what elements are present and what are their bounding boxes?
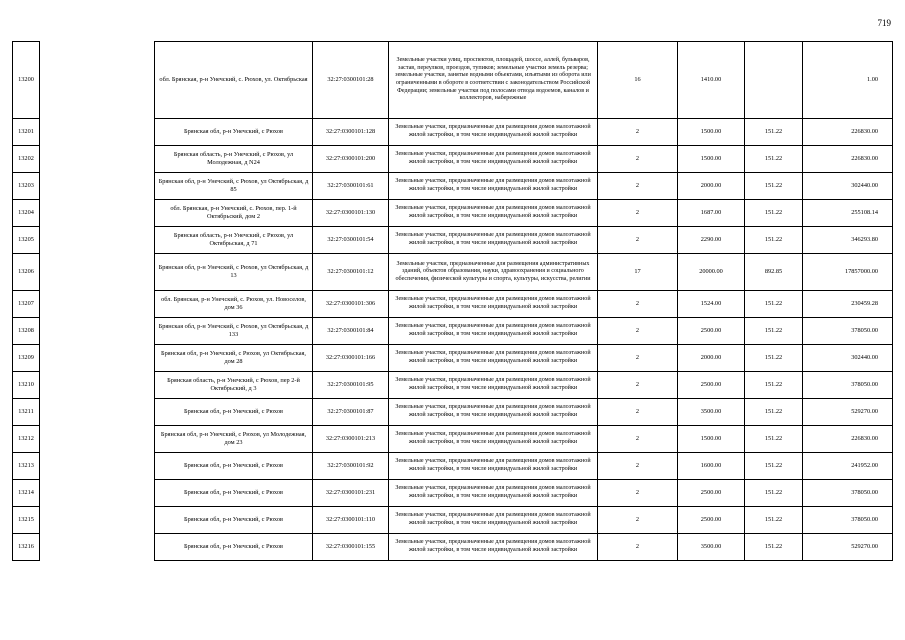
cell-row-number: 13207 <box>13 291 40 318</box>
cell-cadastral-value: 17857000.00 <box>803 254 893 291</box>
cell-address: Брянская область, р-н Унечский, с Рюхов, пер 2-й Октябрьский, д 3 <box>155 372 313 399</box>
cell-address: обл. Брянская, р-н Унечский, с. Рюхов, ул. Новоселов, дом 36 <box>155 291 313 318</box>
table-row <box>13 146 893 173</box>
cell-blank <box>40 534 155 561</box>
table-row <box>13 480 893 507</box>
cell-row-number: 13215 <box>13 507 40 534</box>
cell-cadastral-value: 529270.00 <box>803 399 893 426</box>
cell-cadastral-number: 32:27:0300101:95 <box>313 372 389 399</box>
cell-row-number: 13205 <box>13 227 40 254</box>
cell-specific-value: 151.22 <box>745 291 803 318</box>
cell-group-code: 2 <box>598 291 678 318</box>
cell-land-purpose: Земельные участки, предназначенные для размещения административных зданий, объектов образования, науки, здравоохранения и социального обеспечения, физической культуры и спорта, культуры, искусства, религии <box>389 254 598 291</box>
cell-area: 2500.00 <box>678 507 745 534</box>
cell-group-code: 2 <box>598 227 678 254</box>
cell-blank <box>40 227 155 254</box>
cell-blank <box>40 119 155 146</box>
cell-blank <box>40 507 155 534</box>
cell-specific-value: 151.22 <box>745 146 803 173</box>
cell-row-number: 13204 <box>13 200 40 227</box>
cell-row-number: 13200 <box>13 42 40 119</box>
cell-area: 1687.00 <box>678 200 745 227</box>
cell-blank <box>40 345 155 372</box>
cell-blank <box>40 426 155 453</box>
cell-row-number: 13203 <box>13 173 40 200</box>
cell-cadastral-number: 32:27:0300101:12 <box>313 254 389 291</box>
cell-land-purpose: Земельные участки, предназначенные для размещения домов малоэтажной жилой застройки, в том числе индивидуальной жилой застройки <box>389 453 598 480</box>
cell-cadastral-value: 226830.00 <box>803 426 893 453</box>
table-body <box>13 42 893 561</box>
cell-cadastral-number: 32:27:0300101:155 <box>313 534 389 561</box>
cell-cadastral-number: 32:27:0300101:128 <box>313 119 389 146</box>
table-row <box>13 534 893 561</box>
cell-cadastral-value: 226830.00 <box>803 146 893 173</box>
cell-address: обл. Брянская, р-н Унечский, с. Рюхов, ул. Октябрьская <box>155 42 313 119</box>
cell-cadastral-number: 32:27:0300101:87 <box>313 399 389 426</box>
table-row <box>13 291 893 318</box>
cell-land-purpose: Земельные участки, предназначенные для размещения домов малоэтажной жилой застройки, в том числе индивидуальной жилой застройки <box>389 372 598 399</box>
cell-cadastral-value: 226830.00 <box>803 119 893 146</box>
cell-blank <box>40 42 155 119</box>
cell-blank <box>40 318 155 345</box>
cell-blank <box>40 200 155 227</box>
cell-group-code: 2 <box>598 507 678 534</box>
cell-row-number: 13213 <box>13 453 40 480</box>
cell-cadastral-value: 346293.80 <box>803 227 893 254</box>
cell-row-number: 13209 <box>13 345 40 372</box>
cell-specific-value: 151.22 <box>745 227 803 254</box>
cell-address: Брянская обл, р-н Унечский, с Рюхов <box>155 453 313 480</box>
cell-group-code: 2 <box>598 200 678 227</box>
cell-address: Брянская обл, р-н Унечский, с Рюхов, ул Октябрьская, д 85 <box>155 173 313 200</box>
table-row <box>13 119 893 146</box>
cell-area: 2000.00 <box>678 173 745 200</box>
table-row <box>13 372 893 399</box>
cell-specific-value: 151.22 <box>745 200 803 227</box>
cell-cadastral-value: 1.00 <box>803 42 893 119</box>
cell-row-number: 13211 <box>13 399 40 426</box>
cell-specific-value: 151.22 <box>745 372 803 399</box>
cell-blank <box>40 480 155 507</box>
cell-land-purpose: Земельные участки, предназначенные для размещения домов малоэтажной жилой застройки, в том числе индивидуальной жилой застройки <box>389 507 598 534</box>
cell-specific-value: 151.22 <box>745 318 803 345</box>
cell-specific-value: 151.22 <box>745 426 803 453</box>
table-row <box>13 507 893 534</box>
table-row <box>13 345 893 372</box>
cell-cadastral-number: 32:27:0300101:28 <box>313 42 389 119</box>
cell-blank <box>40 146 155 173</box>
cell-group-code: 2 <box>598 426 678 453</box>
cell-area: 1500.00 <box>678 146 745 173</box>
cell-specific-value <box>745 42 803 119</box>
cell-area: 3500.00 <box>678 399 745 426</box>
cell-land-purpose: Земельные участки, предназначенные для размещения домов малоэтажной жилой застройки, в том числе индивидуальной жилой застройки <box>389 200 598 227</box>
cell-land-purpose: Земельные участки, предназначенные для размещения домов малоэтажной жилой застройки, в том числе индивидуальной жилой застройки <box>389 426 598 453</box>
cell-blank <box>40 372 155 399</box>
cell-area: 1500.00 <box>678 426 745 453</box>
cell-area: 2500.00 <box>678 480 745 507</box>
table-row <box>13 453 893 480</box>
cell-address: обл. Брянская, р-н Унечский, с. Рюхов, пер. 1-й Октябрьский, дом 2 <box>155 200 313 227</box>
cell-group-code: 2 <box>598 119 678 146</box>
cell-row-number: 13201 <box>13 119 40 146</box>
cell-address: Брянская обл, р-н Унечский, с Рюхов <box>155 399 313 426</box>
cell-cadastral-number: 32:27:0300101:130 <box>313 200 389 227</box>
cell-row-number: 13210 <box>13 372 40 399</box>
cell-land-purpose: Земельные участки, предназначенные для размещения домов малоэтажной жилой застройки, в том числе индивидуальной жилой застройки <box>389 173 598 200</box>
cell-row-number: 13202 <box>13 146 40 173</box>
cell-group-code: 2 <box>598 453 678 480</box>
cell-cadastral-value: 241952.00 <box>803 453 893 480</box>
cell-address: Брянская обл, р-н Унечский, с Рюхов, ул Октябрьская, д 133 <box>155 318 313 345</box>
cell-group-code: 2 <box>598 318 678 345</box>
cell-cadastral-value: 230459.28 <box>803 291 893 318</box>
cell-land-purpose: Земельные участки, предназначенные для размещения домов малоэтажной жилой застройки, в том числе индивидуальной жилой застройки <box>389 399 598 426</box>
table-row <box>13 173 893 200</box>
cell-area: 20000.00 <box>678 254 745 291</box>
cell-cadastral-value: 378050.00 <box>803 318 893 345</box>
cell-area: 1524.00 <box>678 291 745 318</box>
cell-group-code: 2 <box>598 534 678 561</box>
cell-cadastral-number: 32:27:0300101:306 <box>313 291 389 318</box>
cell-row-number: 13208 <box>13 318 40 345</box>
cell-land-purpose: Земельные участки, предназначенные для размещения домов малоэтажной жилой застройки, в том числе индивидуальной жилой застройки <box>389 318 598 345</box>
cell-land-purpose: Земельные участки улиц, проспектов, площадей, шоссе, аллей, бульваров, застав, переулков, проездов, тупиков; земельные участки земель резерва; земельные участки, занятые водными объектами, изъятыми из оборота или ограниченными в обороте в соответствии с законодательством Российской Федерации; земельные участки под полосами отвода водоемов, каналов и коллекторов, набережные <box>389 42 598 119</box>
cell-specific-value: 151.22 <box>745 480 803 507</box>
cell-cadastral-value: 378050.00 <box>803 507 893 534</box>
cell-land-purpose: Земельные участки, предназначенные для размещения домов малоэтажной жилой застройки, в том числе индивидуальной жилой застройки <box>389 227 598 254</box>
cell-address: Брянская область, р-н Унечский, с Рюхов, ул Молодежная, д N24 <box>155 146 313 173</box>
page-number: 719 <box>877 18 891 28</box>
cell-land-purpose: Земельные участки, предназначенные для размещения домов малоэтажной жилой застройки, в том числе индивидуальной жилой застройки <box>389 345 598 372</box>
cell-row-number: 13206 <box>13 254 40 291</box>
cell-cadastral-value: 302440.00 <box>803 345 893 372</box>
cell-blank <box>40 453 155 480</box>
table-row <box>13 227 893 254</box>
cell-group-code: 17 <box>598 254 678 291</box>
cell-specific-value: 892.85 <box>745 254 803 291</box>
cell-area: 2500.00 <box>678 372 745 399</box>
cell-area: 3500.00 <box>678 534 745 561</box>
table-row <box>13 399 893 426</box>
table-row <box>13 254 893 291</box>
cell-row-number: 13212 <box>13 426 40 453</box>
table-row <box>13 426 893 453</box>
cell-specific-value: 151.22 <box>745 507 803 534</box>
cell-specific-value: 151.22 <box>745 173 803 200</box>
cell-blank <box>40 173 155 200</box>
cell-specific-value: 151.22 <box>745 345 803 372</box>
cell-group-code: 2 <box>598 146 678 173</box>
cell-land-purpose: Земельные участки, предназначенные для размещения домов малоэтажной жилой застройки, в том числе индивидуальной жилой застройки <box>389 291 598 318</box>
cell-address: Брянская обл, р-н Унечский, с Рюхов, ул Октябрьская, дом 28 <box>155 345 313 372</box>
cell-cadastral-number: 32:27:0300101:84 <box>313 318 389 345</box>
cell-area: 2000.00 <box>678 345 745 372</box>
cell-address: Брянская обл, р-н Унечский, с Рюхов <box>155 119 313 146</box>
cell-area: 2290.00 <box>678 227 745 254</box>
cell-address: Брянская обл, р-н Унечский, с Рюхов, ул Молодежная, дом 23 <box>155 426 313 453</box>
cell-cadastral-number: 32:27:0300101:54 <box>313 227 389 254</box>
cell-row-number: 13214 <box>13 480 40 507</box>
cell-land-purpose: Земельные участки, предназначенные для размещения домов малоэтажной жилой застройки, в том числе индивидуальной жилой застройки <box>389 146 598 173</box>
cell-cadastral-number: 32:27:0300101:110 <box>313 507 389 534</box>
cell-blank <box>40 399 155 426</box>
cell-cadastral-value: 255108.14 <box>803 200 893 227</box>
cell-area: 1410.00 <box>678 42 745 119</box>
cell-specific-value: 151.22 <box>745 399 803 426</box>
cell-area: 1600.00 <box>678 453 745 480</box>
cell-area: 1500.00 <box>678 119 745 146</box>
cell-cadastral-value: 529270.00 <box>803 534 893 561</box>
cell-cadastral-number: 32:27:0300101:92 <box>313 453 389 480</box>
cell-cadastral-number: 32:27:0300101:213 <box>313 426 389 453</box>
table-row <box>13 200 893 227</box>
cell-land-purpose: Земельные участки, предназначенные для размещения домов малоэтажной жилой застройки, в том числе индивидуальной жилой застройки <box>389 119 598 146</box>
cell-cadastral-number: 32:27:0300101:61 <box>313 173 389 200</box>
cell-address: Брянская обл, р-н Унечский, с Рюхов, ул Октябрьская, д 13 <box>155 254 313 291</box>
cell-address: Брянская область, р-н Унечский, с Рюхов, ул Октябрьская, д 71 <box>155 227 313 254</box>
cell-cadastral-number: 32:27:0300101:231 <box>313 480 389 507</box>
cell-area: 2500.00 <box>678 318 745 345</box>
cell-group-code: 2 <box>598 345 678 372</box>
cell-cadastral-value: 378050.00 <box>803 372 893 399</box>
cell-address: Брянская обл, р-н Унечский, с Рюхов <box>155 480 313 507</box>
cell-group-code: 2 <box>598 480 678 507</box>
cell-group-code: 2 <box>598 372 678 399</box>
cell-group-code: 2 <box>598 173 678 200</box>
cell-cadastral-value: 302440.00 <box>803 173 893 200</box>
table-row <box>13 318 893 345</box>
cell-land-purpose: Земельные участки, предназначенные для размещения домов малоэтажной жилой застройки, в том числе индивидуальной жилой застройки <box>389 534 598 561</box>
cell-specific-value: 151.22 <box>745 534 803 561</box>
cell-blank <box>40 291 155 318</box>
cell-cadastral-value: 378050.00 <box>803 480 893 507</box>
cell-specific-value: 151.22 <box>745 453 803 480</box>
cell-land-purpose: Земельные участки, предназначенные для размещения домов малоэтажной жилой застройки, в том числе индивидуальной жилой застройки <box>389 480 598 507</box>
cell-cadastral-number: 32:27:0300101:200 <box>313 146 389 173</box>
cell-specific-value: 151.22 <box>745 119 803 146</box>
cell-address: Брянская обл, р-н Унечский, с Рюхов <box>155 534 313 561</box>
cell-address: Брянская обл, р-н Унечский, с Рюхов <box>155 507 313 534</box>
table-row <box>13 42 893 119</box>
land-registry-table <box>12 41 893 561</box>
cell-blank <box>40 254 155 291</box>
cell-group-code: 2 <box>598 399 678 426</box>
cell-row-number: 13216 <box>13 534 40 561</box>
cell-group-code: 16 <box>598 42 678 119</box>
cell-cadastral-number: 32:27:0300101:166 <box>313 345 389 372</box>
